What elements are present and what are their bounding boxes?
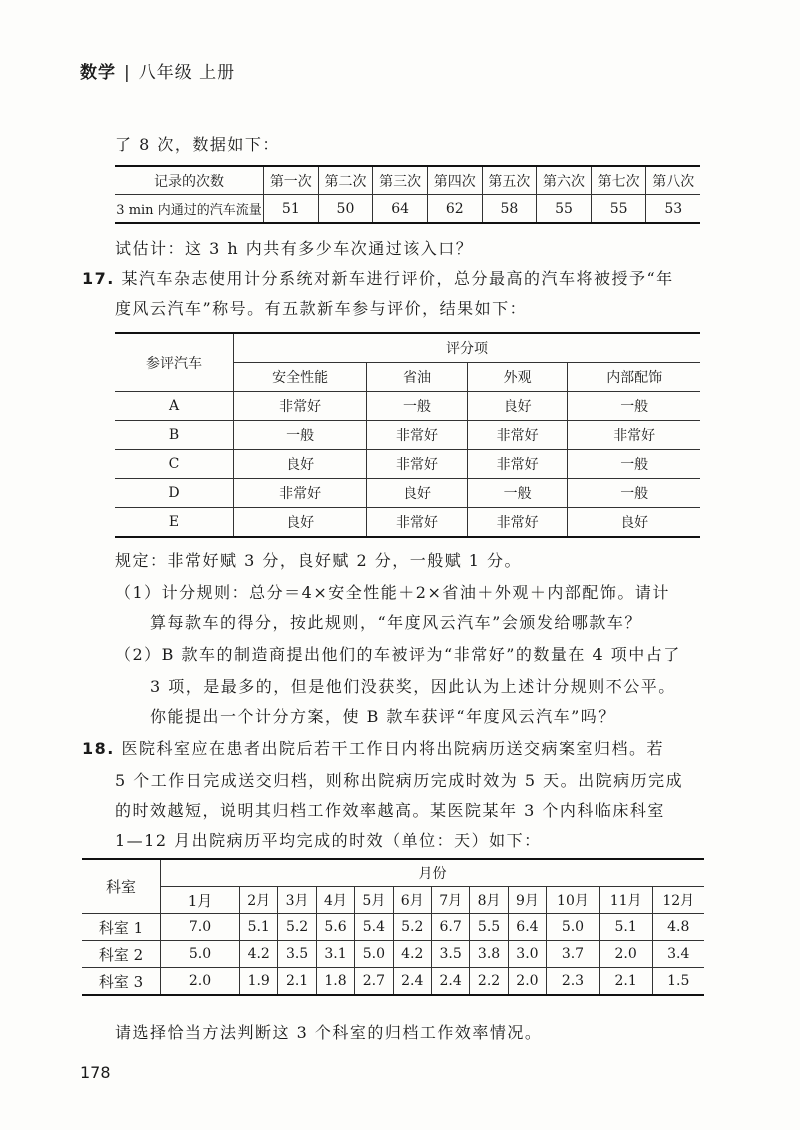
table-cell: 良好 <box>367 479 468 508</box>
table-cell: 5.1 <box>240 914 278 941</box>
q16-question: 试估计：这 3 h 内共有多少车次通过该入口？ <box>115 239 474 258</box>
header-separator: | <box>124 63 131 83</box>
column-header: 外观 <box>467 363 568 392</box>
page-header <box>80 58 235 83</box>
q18-line1 <box>82 736 664 759</box>
row-header: 科室 <box>82 859 161 914</box>
table-cell: 5.0 <box>355 941 393 968</box>
row-header: 科室 1 <box>82 914 161 941</box>
table-cell: 5.2 <box>278 914 316 941</box>
q17-line2: 度风云汽车”称号。有五款新车参与评价，结果如下： <box>115 299 528 318</box>
row-header: D <box>115 479 234 508</box>
column-header: 第六次 <box>537 166 592 195</box>
traffic-table <box>115 165 700 224</box>
table-cell: 6.4 <box>508 914 546 941</box>
q17-part1-line1: （1）计分规则：总分＝4×安全性能＋2×省油＋外观＋内部配饰。请计 <box>115 583 670 602</box>
table-cell: 58 <box>482 195 537 224</box>
table-cell: 6.7 <box>431 914 469 941</box>
table-cell: 7.0 <box>161 914 240 941</box>
table-cell: 一般 <box>467 479 568 508</box>
column-group-header: 评分项 <box>234 333 701 363</box>
table-cell: 5.6 <box>316 914 354 941</box>
column-header: 2月 <box>240 887 278 914</box>
table-cell: 非常好 <box>234 479 367 508</box>
table-cell: 非常好 <box>467 450 568 479</box>
table-cell: 良好 <box>467 392 568 421</box>
column-header: 内部配饰 <box>568 363 700 392</box>
table-cell: 1.8 <box>316 968 354 996</box>
table-cell: 50 <box>318 195 373 224</box>
table-cell: 1.5 <box>652 968 704 996</box>
column-header: 第七次 <box>591 166 646 195</box>
table-cell: 55 <box>537 195 592 224</box>
table-row <box>115 479 700 508</box>
table-cell: 一般 <box>367 392 468 421</box>
row-header: 科室 2 <box>82 941 161 968</box>
table-cell: 3.5 <box>278 941 316 968</box>
q17-line1 <box>82 266 674 289</box>
table-cell: 5.0 <box>161 941 240 968</box>
table-cell: 一般 <box>234 421 367 450</box>
column-header: 5月 <box>355 887 393 914</box>
table-cell: 51 <box>264 195 319 224</box>
table-cell: 2.2 <box>470 968 508 996</box>
table-cell: 2.4 <box>431 968 469 996</box>
q17-part2-line1: （2）B 款车的制造商提出他们的车被评为“非常好”的数量在 4 项中占了 <box>115 645 681 664</box>
column-header: 4月 <box>316 887 354 914</box>
table-row <box>115 195 700 224</box>
table-cell: 5.2 <box>393 914 431 941</box>
question-number: 18. <box>82 739 115 758</box>
table-row <box>82 968 704 996</box>
intro-line: 了 8 次，数据如下： <box>115 135 280 154</box>
table-cell: 一般 <box>568 479 700 508</box>
page-number: 178 <box>80 1063 111 1082</box>
column-header: 第五次 <box>482 166 537 195</box>
table-cell: 3.7 <box>547 941 600 968</box>
table-cell: 非常好 <box>467 508 568 538</box>
q18-line4: 1—12 月出院病历平均完成的时效（单位：天）如下： <box>115 831 542 850</box>
column-header: 第八次 <box>646 166 700 195</box>
table-row <box>82 887 704 914</box>
table-row <box>115 333 700 363</box>
table-cell: 5.0 <box>547 914 600 941</box>
row-header: E <box>115 508 234 538</box>
table-row <box>82 914 704 941</box>
row-header: 参评汽车 <box>115 333 234 392</box>
table-cell: 4.2 <box>240 941 278 968</box>
table-cell: 1.9 <box>240 968 278 996</box>
q18-question: 请选择恰当方法判断这 3 个科室的归档工作效率情况。 <box>115 1023 543 1042</box>
table-cell: 非常好 <box>367 450 468 479</box>
department-timeliness-table <box>82 858 704 996</box>
row-header: B <box>115 421 234 450</box>
q17-text1: 某汽车杂志使用计分系统对新车进行评价，总分最高的汽车将被授予“年 <box>121 269 674 288</box>
table-cell: 4.8 <box>652 914 704 941</box>
table-row <box>115 421 700 450</box>
column-header: 3月 <box>278 887 316 914</box>
q17-part2-line3: 你能提出一个计分方案，使 B 款车获评“年度风云汽车”吗？ <box>150 707 616 726</box>
table-row <box>115 450 700 479</box>
q18-line2: 5 个工作日完成送交归档，则称出院病历完成时效为 5 天。出院病历完成 <box>115 771 684 790</box>
car-rating-table <box>115 332 700 538</box>
column-header: 10月 <box>547 887 600 914</box>
table-cell: 2.1 <box>599 968 652 996</box>
row-header: A <box>115 392 234 421</box>
column-header: 安全性能 <box>234 363 367 392</box>
table-cell: 良好 <box>234 508 367 538</box>
table-cell: 3.8 <box>470 941 508 968</box>
column-header: 第三次 <box>373 166 428 195</box>
row-header: C <box>115 450 234 479</box>
q17-part2-line2: 3 项，是最多的，但是他们没获奖，因此认为上述计分规则不公平。 <box>150 677 676 696</box>
table-cell: 非常好 <box>234 392 367 421</box>
table-cell: 非常好 <box>467 421 568 450</box>
table-cell: 一般 <box>568 392 700 421</box>
table-cell: 2.3 <box>547 968 600 996</box>
table-cell: 一般 <box>568 450 700 479</box>
table-row <box>82 859 704 887</box>
table-cell: 64 <box>373 195 428 224</box>
column-header: 1月 <box>161 887 240 914</box>
table-cell: 5.4 <box>355 914 393 941</box>
question-number: 17. <box>82 269 115 288</box>
table-cell: 3.5 <box>431 941 469 968</box>
row-header: 3 min 内通过的汽车流量 <box>115 195 264 224</box>
column-header: 11月 <box>599 887 652 914</box>
table-cell: 3.0 <box>508 941 546 968</box>
subject-label: 数学 <box>80 63 116 83</box>
q17-rule: 规定：非常好赋 3 分，良好赋 2 分，一般赋 1 分。 <box>115 551 523 570</box>
table-cell: 55 <box>591 195 646 224</box>
table-cell: 2.1 <box>278 968 316 996</box>
table-cell: 3.1 <box>316 941 354 968</box>
q17-part1-line2: 算每款车的得分，按此规则，“年度风云汽车”会颁发给哪款车？ <box>150 613 642 632</box>
column-header: 第四次 <box>427 166 482 195</box>
table-cell: 2.0 <box>599 941 652 968</box>
table-cell: 5.5 <box>470 914 508 941</box>
table-cell: 62 <box>427 195 482 224</box>
table-cell: 53 <box>646 195 700 224</box>
table-cell: 3.4 <box>652 941 704 968</box>
table-cell: 4.2 <box>393 941 431 968</box>
table-cell: 良好 <box>234 450 367 479</box>
table-cell: 非常好 <box>367 508 468 538</box>
table-cell: 2.0 <box>161 968 240 996</box>
table-cell: 2.4 <box>393 968 431 996</box>
column-header: 7月 <box>431 887 469 914</box>
grade-label: 八年级 上册 <box>138 63 236 83</box>
column-header: 省油 <box>367 363 468 392</box>
table-row <box>115 166 700 195</box>
column-group-header: 月份 <box>161 859 705 887</box>
table-cell: 2.0 <box>508 968 546 996</box>
table-cell: 良好 <box>568 508 700 538</box>
table-cell: 非常好 <box>367 421 468 450</box>
column-header: 12月 <box>652 887 704 914</box>
column-header: 6月 <box>393 887 431 914</box>
table-cell: 2.7 <box>355 968 393 996</box>
row-header: 科室 3 <box>82 968 161 996</box>
column-header: 8月 <box>470 887 508 914</box>
column-header: 9月 <box>508 887 546 914</box>
table-cell: 非常好 <box>568 421 700 450</box>
column-header: 第二次 <box>318 166 373 195</box>
table-row <box>82 941 704 968</box>
q18-line3: 的时效越短，说明其归档工作效率越高。某医院某年 3 个内科临床科室 <box>115 801 665 820</box>
column-header: 第一次 <box>264 166 319 195</box>
table-cell: 5.1 <box>599 914 652 941</box>
row-header: 记录的次数 <box>115 166 264 195</box>
table-row <box>115 508 700 538</box>
table-row <box>115 392 700 421</box>
q18-text1: 医院科室应在患者出院后若干工作日内将出院病历送交病案室归档。若 <box>121 739 664 758</box>
